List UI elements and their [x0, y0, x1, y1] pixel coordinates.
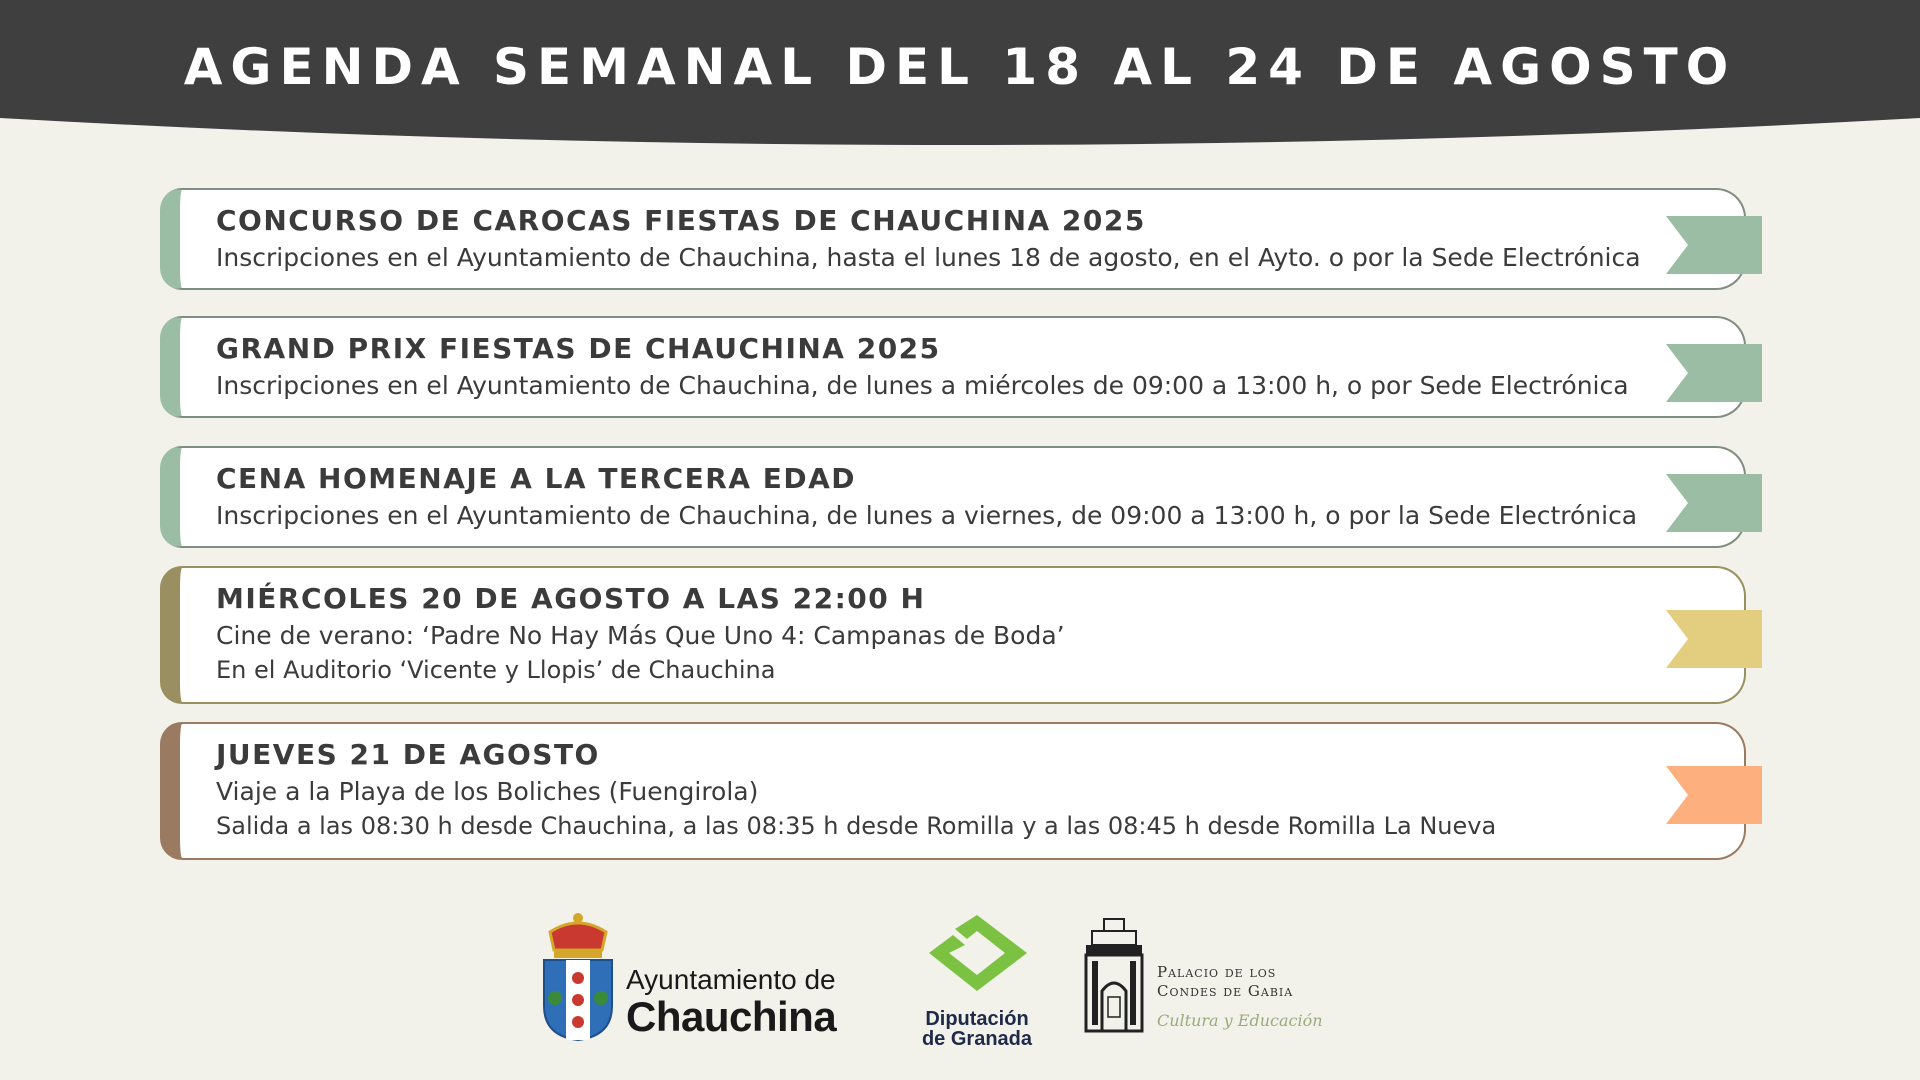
diputacion-mark-icon	[915, 913, 1039, 999]
event-card-carocas	[160, 188, 1762, 290]
page-title: AGENDA SEMANAL DEL 18 AL 24 DE AGOSTO	[183, 38, 1737, 96]
header-banner	[0, 0, 1920, 150]
event-title: MIÉRCOLES 20 DE AGOSTO A LAS 22:00 H	[216, 582, 926, 615]
event-card-body	[160, 446, 1746, 548]
palacio-line2: Condes de Gabia	[1157, 982, 1294, 1000]
event-detail: Inscripciones en el Ayuntamiento de Chauchina, de lunes a miércoles de 09:00 a 13:00 h, o por Sede Electrónica	[216, 371, 1629, 400]
palace-facade-icon	[1082, 915, 1146, 1035]
event-detail: Inscripciones en el Ayuntamiento de Chauchina, de lunes a viernes, de 09:00 a 13:00 h, o por la Sede Electrónica	[216, 501, 1638, 530]
event-card-body	[160, 722, 1746, 860]
coat-of-arms-icon	[540, 910, 616, 1042]
footer-logos	[0, 905, 1920, 1055]
event-card-body	[160, 188, 1746, 290]
event-card-cine-verano	[160, 566, 1762, 704]
event-card-viaje-playa	[160, 722, 1762, 860]
event-card-cena-homenaje	[160, 446, 1762, 548]
ribbon-tag-icon	[1666, 766, 1762, 828]
event-title: CONCURSO DE CAROCAS FIESTAS DE CHAUCHINA 2025	[216, 204, 1146, 237]
palacio-script: Cultura y Educación	[1157, 1011, 1323, 1030]
logo-palacio	[1082, 915, 1323, 1039]
diputacion-line1: Diputación	[925, 1008, 1029, 1030]
palacio-line1: Palacio de los	[1157, 963, 1277, 981]
event-detail: En el Auditorio ‘Vicente y Llopis’ de Chauchina	[216, 656, 776, 684]
logo-diputacion	[915, 913, 1039, 1049]
diputacion-line2: de Granada	[921, 1028, 1033, 1050]
event-title: GRAND PRIX FIESTAS DE CHAUCHINA 2025	[216, 332, 941, 365]
logo-ayuntamiento	[540, 910, 837, 1046]
event-card-body	[160, 566, 1746, 704]
event-detail: Salida a las 08:30 h desde Chauchina, a las 08:35 h desde Romilla y a las 08:45 h desde Romilla La Nueva	[216, 812, 1497, 840]
event-title: CENA HOMENAJE A LA TERCERA EDAD	[216, 462, 857, 495]
event-card-body	[160, 316, 1746, 418]
ayuntamiento-line1: Ayuntamiento de	[626, 964, 836, 995]
ribbon-tag-icon	[1666, 344, 1762, 406]
event-detail: Viaje a la Playa de los Boliches (Fuengirola)	[216, 777, 759, 806]
ribbon-tag-icon	[1666, 216, 1762, 278]
ribbon-tag-icon	[1666, 474, 1762, 536]
event-card-grand-prix	[160, 316, 1762, 418]
event-title: JUEVES 21 DE AGOSTO	[216, 738, 600, 771]
event-detail: Inscripciones en el Ayuntamiento de Chauchina, hasta el lunes 18 de agosto, en el Ayto. o por la Sede Electrónica	[216, 243, 1641, 272]
ayuntamiento-line2: Chauchina	[626, 993, 837, 1040]
ribbon-tag-icon	[1666, 610, 1762, 672]
event-detail: Cine de verano: ‘Padre No Hay Más Que Uno 4: Campanas de Boda’	[216, 621, 1065, 650]
